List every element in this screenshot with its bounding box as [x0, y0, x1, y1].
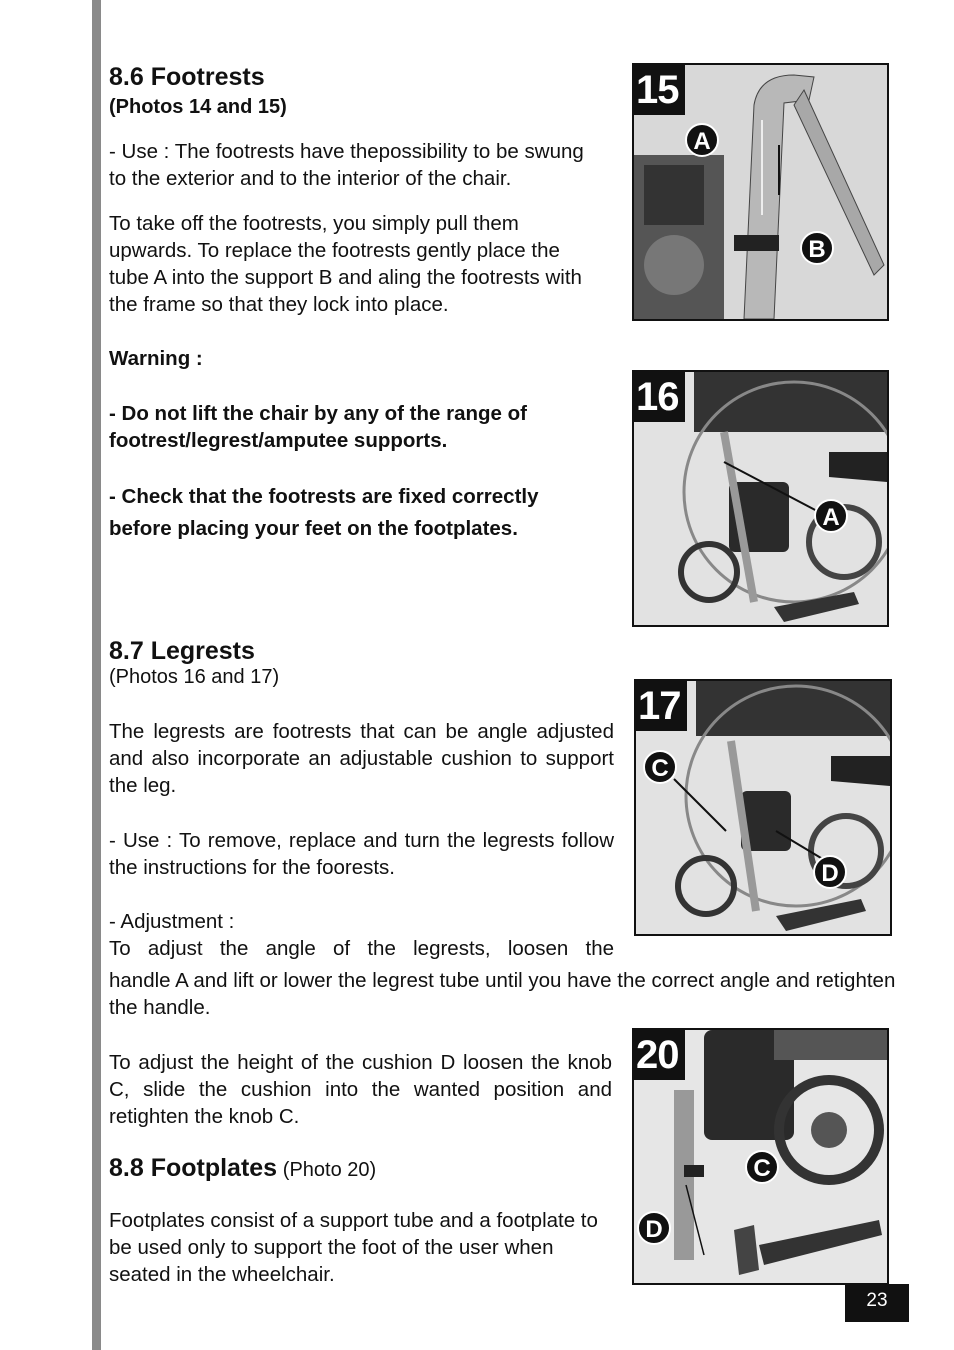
photos-reference: (Photos 14 and 15): [109, 96, 287, 118]
paragraph: To adjust the height of the cushion D loosen the knob C, slide the cushion into the wanted position and retighten the knob C.: [109, 1051, 612, 1128]
photo-number: 20: [634, 1030, 685, 1080]
photo-15: [632, 63, 889, 321]
cushion-adjustment: [109, 1049, 612, 1130]
section-footplates: [109, 1153, 614, 1288]
section-heading: 8.7 Legrests: [109, 637, 255, 665]
callout-label: D: [813, 855, 847, 889]
paragraph: - Use : The footrests have thepossibility to be swung to the exterior and to the interior of the chair.: [109, 140, 584, 190]
photos-reference: (Photos 16 and 17): [109, 666, 280, 688]
callout-label: A: [685, 123, 719, 157]
warning-item: - Do not lift the chair by any of the range of footrest/legrest/amputee supports.: [109, 402, 527, 452]
paragraph: handle A and lift or lower the legrest tube until you have the correct angle and retighten the handle.: [109, 969, 896, 1019]
photo-number: 16: [634, 372, 685, 422]
callout-label: A: [814, 499, 848, 533]
section-legrests: [109, 636, 614, 962]
section-footrests: [109, 62, 589, 545]
paragraph: - Use : To remove, replace and turn the legrests follow the instructions for the foorests.: [109, 829, 614, 879]
photo-17: [634, 679, 892, 936]
callout-label: D: [637, 1211, 671, 1245]
photo-number: 17: [636, 681, 687, 731]
paragraph: Footplates consist of a support tube and a footplate to be used only to support the foot of the user when seated in the wheelchair.: [109, 1209, 598, 1286]
section-heading: 8.6 Footrests: [109, 63, 265, 91]
photos-reference: (Photo 20): [282, 1159, 377, 1181]
adjustment-title: - Adjustment :: [109, 910, 235, 933]
paragraph-line: To adjust the angle of the legrests, loosen the: [109, 937, 614, 960]
callout-label: C: [643, 750, 677, 784]
binding-bar: [92, 0, 101, 1350]
photo-20: [632, 1028, 889, 1285]
callout-label: C: [745, 1150, 779, 1184]
photo-number: 15: [634, 65, 685, 115]
section-heading: 8.8 Footplates: [109, 1154, 278, 1182]
warning-item: - Check that the footrests are fixed correctly before placing your feet on the footplates.: [109, 485, 539, 540]
callout-label: B: [800, 231, 834, 265]
adjustment-continuation: [109, 967, 899, 1021]
paragraph: The legrests are footrests that can be angle adjusted and also incorporate an adjustable cushion to support the leg.: [109, 720, 614, 797]
paragraph: To take off the footrests, you simply pull them upwards. To replace the footrests gently place the tube A into the support B and aling the footrests with the frame so that they lock into place.: [109, 212, 582, 316]
photo-16: [632, 370, 889, 627]
page-number: 23: [845, 1284, 909, 1322]
warning-title: Warning :: [109, 347, 203, 370]
